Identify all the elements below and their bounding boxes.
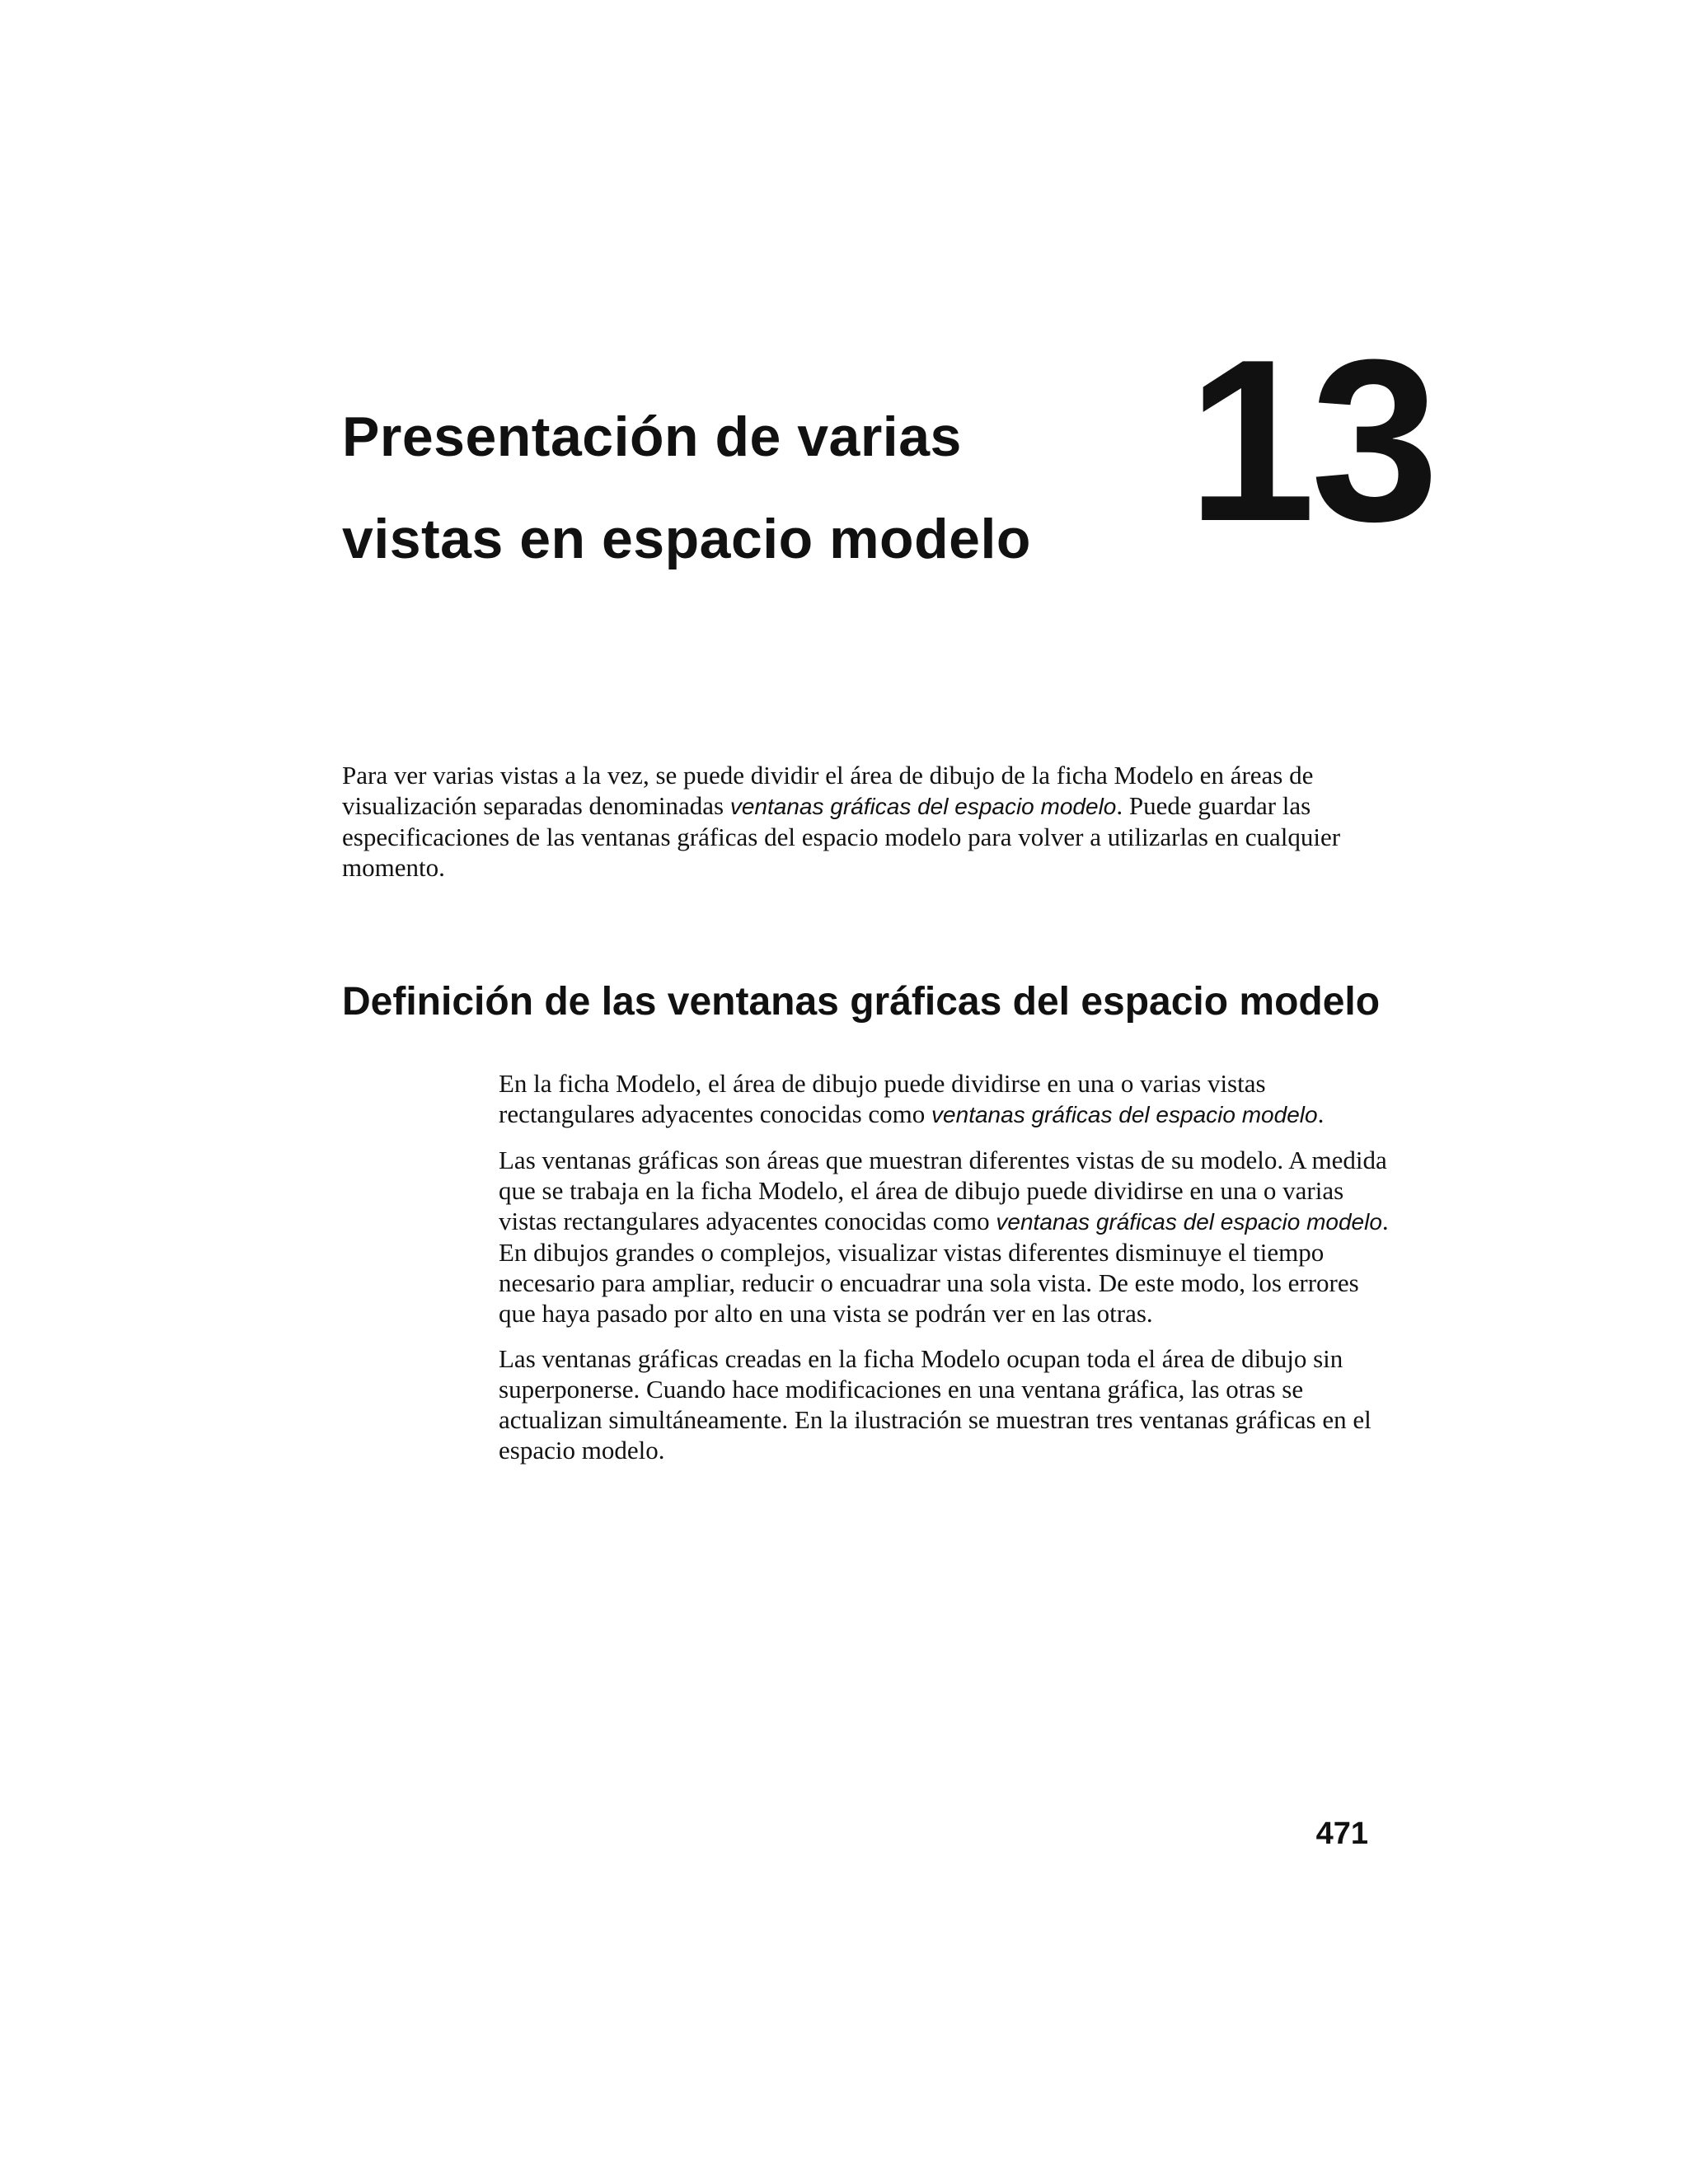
- section-p2-text-start: Las ventanas gráficas son áreas que muestran diferentes vistas de su modelo. A medida que se trabaja en la ficha Modelo, el área de dibujo puede dividirse en una o varias vistas rectangulares adyacentes conocidas como: [499, 1146, 1387, 1235]
- chapter-title: [342, 386, 1084, 590]
- section-p1-text-start: En la ficha Modelo, el área de dibujo puede dividirse en una o varias vistas rectangulares adyacentes conocidas como: [499, 1069, 1266, 1128]
- section-paragraph-1: [499, 1068, 1397, 1130]
- intro-emphasis: ventanas gráficas del espacio modelo: [729, 794, 1117, 819]
- intro-paragraph: [342, 760, 1397, 883]
- intro-text-end: . Puede guardar las especificaciones de las ventanas gráficas del espacio modelo para volver a utilizarlas en cualquier momento.: [342, 791, 1341, 882]
- section-p2-emphasis: ventanas gráficas del espacio modelo: [996, 1209, 1382, 1235]
- section-p1-text-end: .: [1317, 1099, 1325, 1128]
- intro-section: [342, 760, 1397, 883]
- section-p2-text-end: . En dibujos grandes o complejos, visualizar vistas diferentes disminuye el tiempo necesario para ampliar, reducir o encuadrar una sola vista. De este modo, los errores que haya pasado por alto en una vista se podrán ver en las otras.: [499, 1207, 1389, 1328]
- section-body: [499, 1068, 1397, 1480]
- page-number: 471: [1315, 1816, 1368, 1851]
- chapter-number: 13: [1187, 312, 1434, 569]
- chapter-title-line-2: vistas en espacio modelo: [342, 508, 1031, 570]
- intro-text-start: Para ver varias vistas a la vez, se puede dividir el área de dibujo de la ficha Modelo en áreas de visualización separadas denominadas: [342, 761, 1314, 820]
- section-p1-emphasis: ventanas gráficas del espacio modelo: [931, 1102, 1318, 1127]
- section-heading: Definición de las ventanas gráficas del espacio modelo: [342, 980, 1381, 1024]
- section-paragraph-2: [499, 1145, 1397, 1329]
- section-paragraph-3: Las ventanas gráficas creadas en la ficha Modelo ocupan toda el área de dibujo sin superponerse. Cuando hace modificaciones en una ventana gráfica, las otras se actualizan simultáneamente. En la ilustración se muestran tres ventanas gráficas en el espacio modelo.: [499, 1344, 1372, 1465]
- chapter-title-line-1: Presentación de varias: [342, 405, 962, 468]
